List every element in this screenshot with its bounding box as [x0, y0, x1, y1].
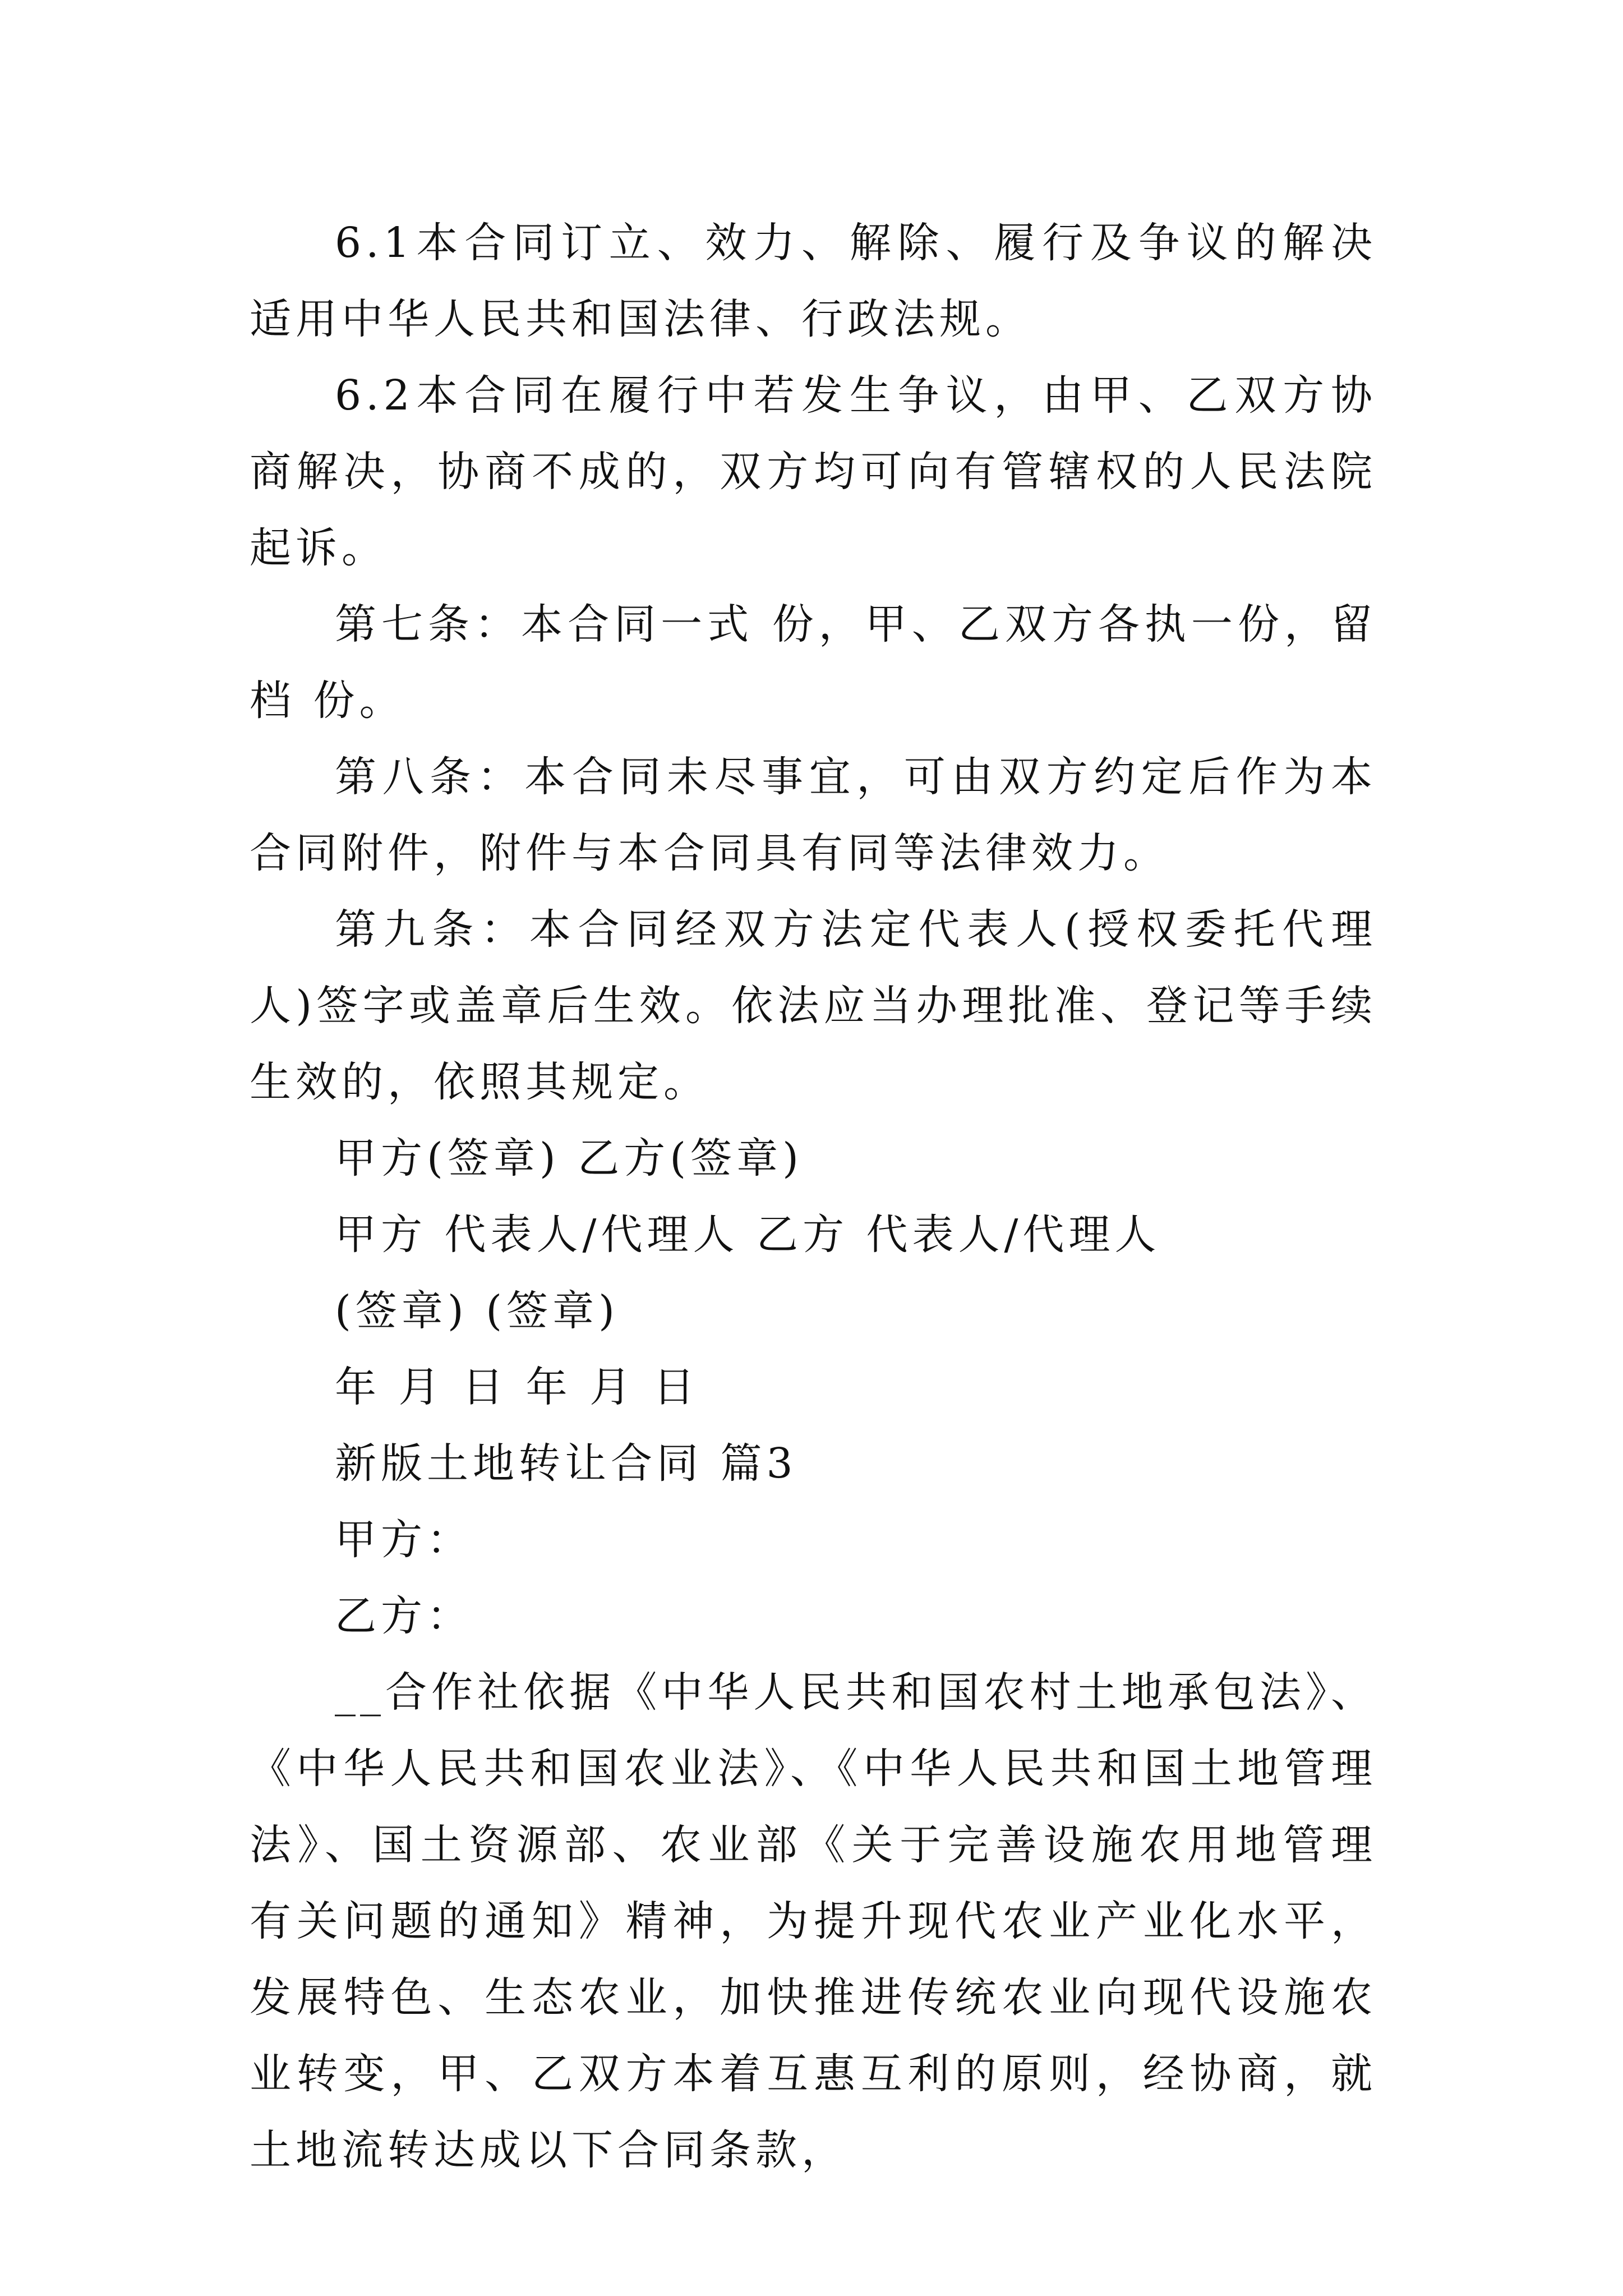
clause-9: 第九条：本合同经双方法定代表人(授权委托代理人)签字或盖章后生效。依法应当办理批准、登记等手续生效的，依照其规定。	[250, 905, 1377, 1106]
section-title: 新版土地转让合同 篇3	[335, 1439, 797, 1488]
clause-8: 第八条：本合同未尽事宜，可由双方约定后作为本合同附件，附件与本合同具有同等法律效力。	[250, 753, 1377, 877]
document-body	[250, 205, 1377, 2188]
clause-6-2: 6.2本合同在履行中若发生争议，由甲、乙双方协商解决，协商不成的，双方均可向有管辖权的人民法院起诉。	[250, 371, 1377, 572]
signature-line-dates: 年 月 日 年 月 日	[335, 1363, 699, 1411]
closing-paragraph: __合作社依据《中华人民共和国农村土地承包法》、《中华人民共和国农业法》、《中华人民共和国土地管理法》、国土资源部、农业部《关于完善设施农用地管理有关问题的通知》精神，为提升现代农业产业化水平，发展特色、生态农业，加快推进传统农业向现代设施农业转变，甲、乙双方本着互惠互利的原则，经协商，就土地流转达成以下合同条款，	[250, 1668, 1377, 2174]
signature-line-seals: 甲方(签章) 乙方(签章)	[335, 1134, 804, 1182]
clause-7: 第七条：本合同一式 份，甲、乙双方各执一份，留档 份。	[250, 600, 1377, 725]
party-a-label: 甲方：	[335, 1516, 473, 1564]
signature-line-representatives: 甲方 代表人/代理人 乙方 代表人/代理人	[335, 1211, 1161, 1259]
clause-6-1: 6.1本合同订立、效力、解除、履行及争议的解决适用中华人民共和国法律、行政法规。	[250, 219, 1377, 343]
signature-line-sign: (签章) (签章)	[335, 1287, 620, 1335]
party-b-label: 乙方：	[335, 1592, 473, 1640]
